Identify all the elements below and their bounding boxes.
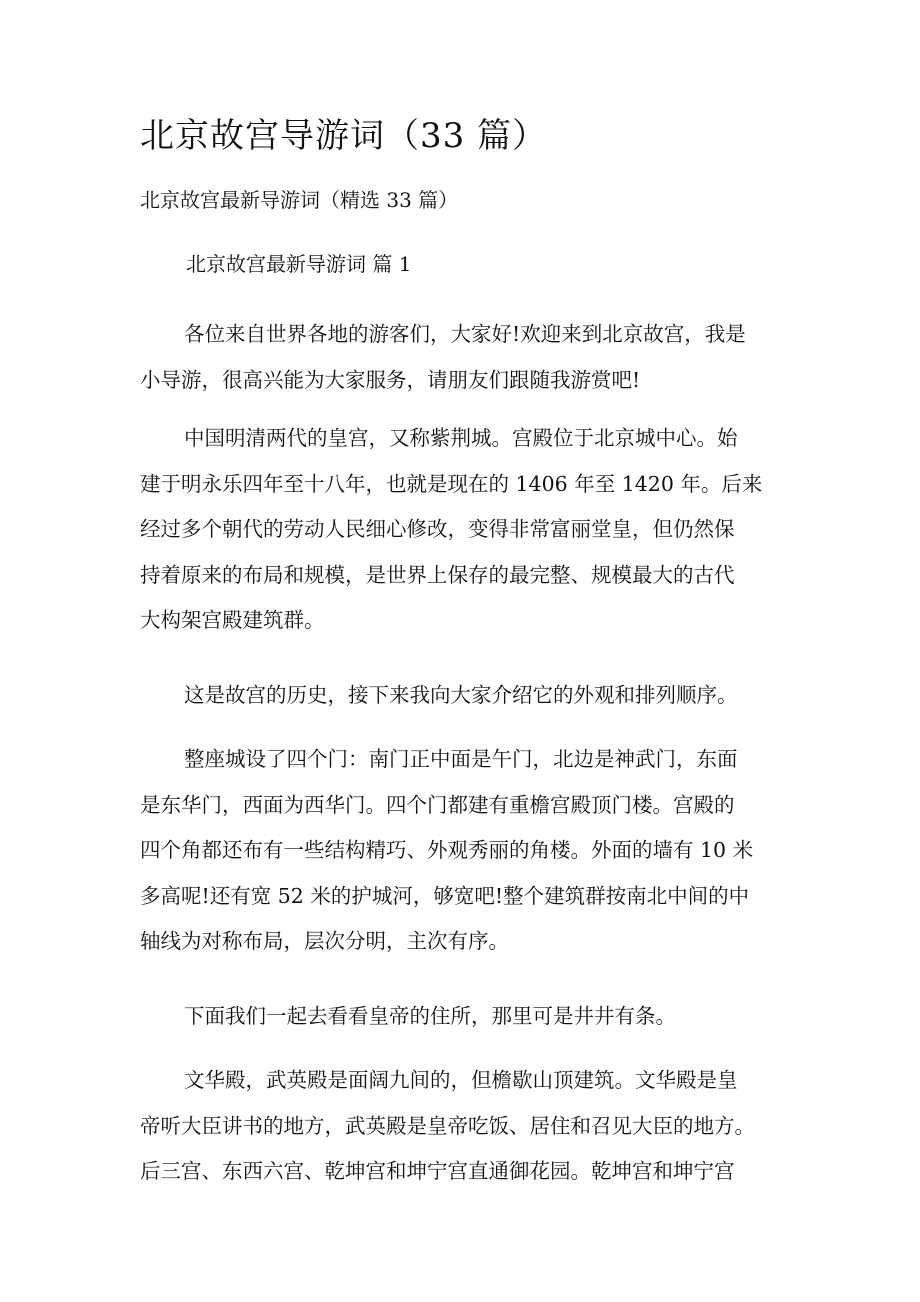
paragraph-1 (140, 312, 820, 403)
paragraph-line: 这是故宫的历史，接下来我向大家介绍它的外观和排列顺序。 (184, 683, 738, 707)
paragraph-2 (140, 416, 820, 644)
paragraph-line: 多高呢!还有宽 52 米的护城河，够宽吧!整个建筑群按南北中间的中 (140, 883, 750, 908)
paragraph-line: 整座城设了四个门：南门正中面是午门，北边是神武门，东面 (184, 747, 738, 771)
document-subtitle: 北京故宫最新导游词（精选 33 篇） (140, 188, 459, 212)
paragraph-line: 是东华门，西面为西华门。四个门都建有重檐宫殿顶门楼。宫殿的 (140, 792, 735, 817)
paragraph-line: 各位来自世界各地的游客们，大家好!欢迎来到北京故宫，我是 (184, 322, 746, 346)
paragraph-line: 帝听大臣讲书的地方，武英殿是皇帝吃饭、居住和召见大臣的地方。 (140, 1113, 755, 1138)
paragraph-line: 四个角都还布有一些结构精巧、外观秀丽的角楼。外面的墙有 10 米 (140, 838, 754, 862)
paragraph-line: 文华殿，武英殿是面阔九间的，但檐歇山顶建筑。文华殿是皇 (184, 1068, 738, 1092)
section-heading: 北京故宫最新导游词 篇 1 (186, 252, 412, 276)
paragraph-line: 后三宫、东西六宫、乾坤宫和坤宁宫直通御花园。乾坤宫和坤宁宫 (140, 1159, 735, 1183)
paragraph-line: 经过多个朝代的劳动人民细心修改，变得非常富丽堂皇，但仍然保 (140, 517, 735, 541)
paragraph-line: 中国明清两代的皇宫，又称紫荆城。宫殿位于北京城中心。始 (184, 426, 738, 450)
paragraph-3 (140, 673, 820, 719)
paragraph-line: 下面我们一起去看看皇帝的住所，那里可是井井有条。 (184, 1004, 676, 1028)
document-title: 北京故宫导游词（33 篇） (140, 116, 548, 156)
paragraph-line: 建于明永乐四年至十八年，也就是现在的 1406 年至 1420 年。后来 (140, 471, 763, 496)
paragraph-line: 轴线为对称布局，层次分明，主次有序。 (140, 929, 509, 953)
paragraph-line: 小导游，很高兴能为大家服务，请朋友们跟随我游赏吧! (140, 367, 641, 392)
paragraph-4 (140, 737, 820, 965)
paragraph-5 (140, 994, 820, 1040)
paragraph-line: 大构架宫殿建筑群。 (140, 608, 325, 632)
paragraph-line: 持着原来的布局和规模，是世界上保存的最完整、规模最大的古代 (140, 562, 735, 587)
paragraph-6 (140, 1058, 820, 1195)
